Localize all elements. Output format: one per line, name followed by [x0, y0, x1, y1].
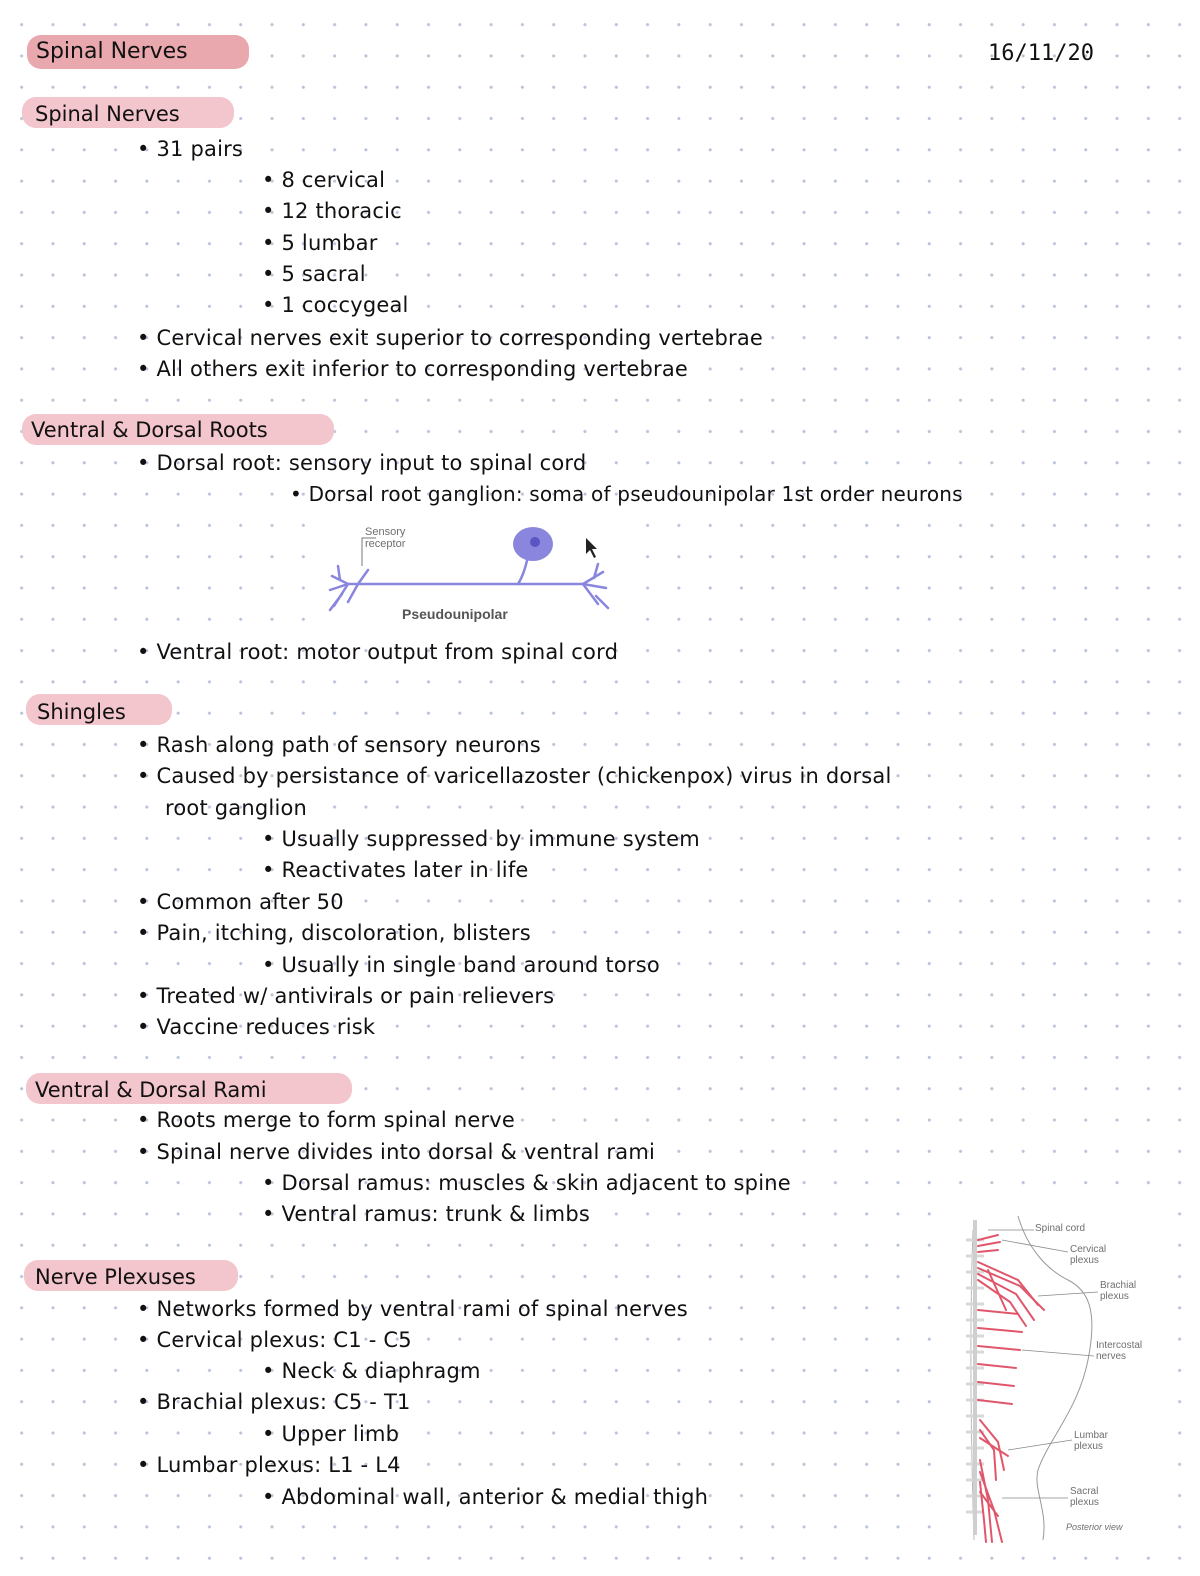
bullet-treated: • Treated w/ antivirals or pain relievers: [137, 984, 555, 1008]
bullet-neck-diaphragm: • Neck & diaphragm: [262, 1359, 481, 1383]
bullet-others-exit: • All others exit inferior to corresponding vertebrae: [137, 357, 689, 381]
brachial-plexus-label: Brachial plexus: [1100, 1280, 1137, 1302]
nerve-plexus-figure: [958, 1210, 1158, 1542]
cervical-plexus-label: Cervical plexus: [1070, 1244, 1107, 1266]
bullet-dorsal-root-ganglion: • Dorsal root ganglion: soma of pseudounipolar 1st order neurons: [290, 482, 963, 506]
lumbar-plexus-label: Lumbar plexus: [1074, 1430, 1108, 1452]
section-heading-plexuses: Nerve Plexuses: [35, 1265, 196, 1289]
section-heading-shingles: Shingles: [37, 700, 126, 724]
bullet-networks: • Networks formed by ventral rami of spinal nerves: [137, 1297, 688, 1321]
bullet-nerve-divides: • Spinal nerve divides into dorsal & ventral rami: [137, 1140, 656, 1164]
bullet-roots-merge: • Roots merge to form spinal nerve: [137, 1108, 516, 1132]
sensory-receptor-label: Sensory receptor: [365, 526, 406, 550]
bullet-dorsal-root: • Dorsal root: sensory input to spinal cord: [137, 451, 587, 475]
bullet-cause: • Caused by persistance of varicellazoster (chickenpox) virus in dorsal: [137, 764, 892, 788]
intercostal-nerves-label: Intercostal nerves: [1096, 1340, 1143, 1362]
bullet-vaccine: • Vaccine reduces risk: [137, 1015, 376, 1039]
bullet-ventral-root: • Ventral root: motor output from spinal cord: [137, 640, 619, 664]
section-heading-rami: Ventral & Dorsal Rami: [35, 1078, 267, 1102]
section-heading-roots: Ventral & Dorsal Roots: [31, 418, 268, 442]
section-heading-spinal-nerves: Spinal Nerves: [35, 102, 180, 126]
bullet-suppressed: • Usually suppressed by immune system: [262, 827, 700, 851]
bullet-common: • Common after 50: [137, 890, 344, 914]
bullet-brachial-plexus: • Brachial plexus: C5 - T1: [137, 1390, 411, 1414]
bullet-ventral-ramus: • Ventral ramus: trunk & limbs: [262, 1202, 591, 1226]
bullet-cervical-count: • 8 cervical: [262, 168, 386, 192]
bullet-cervical-exit: • Cervical nerves exit superior to corresponding vertebrae: [137, 326, 764, 350]
bullet-upper-limb: • Upper limb: [262, 1422, 400, 1446]
bullet-lumbar-count: • 5 lumbar: [262, 231, 378, 255]
bullet-abdominal-wall: • Abdominal wall, anterior & medial thigh: [262, 1485, 709, 1509]
bullet-lumbar-plexus: • Lumbar plexus: L1 - L4: [137, 1453, 401, 1477]
bullet-cervical-plexus: • Cervical plexus: C1 - C5: [137, 1328, 412, 1352]
bullet-symptoms: • Pain, itching, discoloration, blisters: [137, 921, 531, 945]
bullet-coccygeal-count: • 1 coccygeal: [262, 293, 409, 317]
bullet-rash: • Rash along path of sensory neurons: [137, 733, 541, 757]
bullet-single-band: • Usually in single band around torso: [262, 953, 660, 977]
posterior-view-label: Posterior view: [1066, 1522, 1123, 1532]
spinal-cord-label: Spinal cord: [1035, 1223, 1086, 1234]
bullet-cause-cont: root ganglion: [165, 796, 308, 820]
sacral-plexus-label: Sacral plexus: [1070, 1486, 1099, 1508]
bullet-dorsal-ramus: • Dorsal ramus: muscles & skin adjacent to spine: [262, 1171, 791, 1195]
bullet-sacral-count: • 5 sacral: [262, 262, 366, 286]
bullet-thoracic-count: • 12 thoracic: [262, 199, 402, 223]
pseudounipolar-neuron-figure: [318, 516, 618, 628]
page-title: Spinal Nerves: [36, 39, 188, 64]
page-date: 16/11/20: [988, 41, 1094, 66]
bullet-31-pairs: • 31 pairs: [137, 137, 244, 161]
spine-plexus-drawing: [958, 1210, 1158, 1542]
bullet-reactivates: • Reactivates later in life: [262, 858, 529, 882]
pseudounipolar-label: Pseudounipolar: [402, 606, 508, 622]
